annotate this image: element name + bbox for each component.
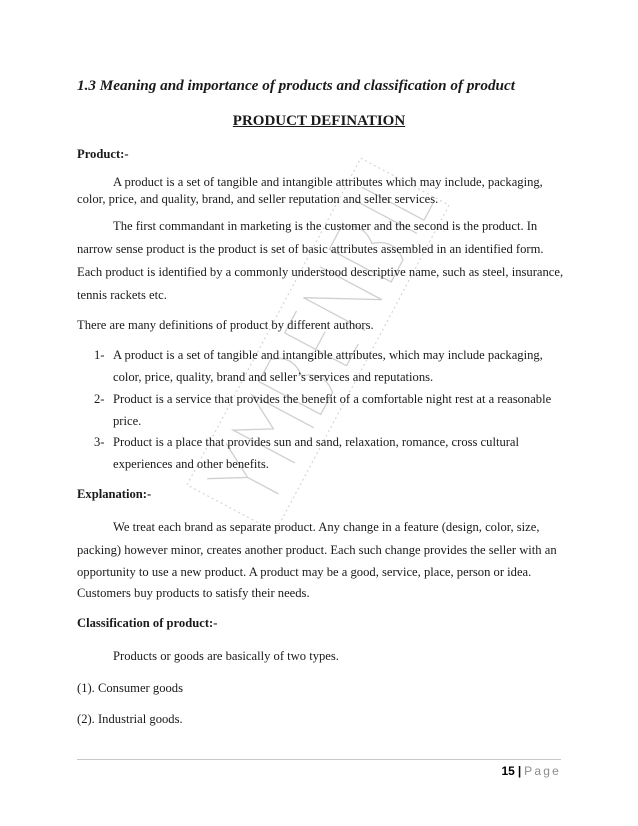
classification-label: Classification of product:- [77, 616, 218, 630]
classification-intro: Products or goods are basically of two types. [113, 649, 339, 663]
type-industrial-goods: (2). Industrial goods. [77, 712, 183, 726]
definition-3-line2: experiences and other benefits. [113, 457, 269, 471]
para1-line2: color, price, and quality, brand, and seller reputation and seller services. [77, 192, 439, 206]
product-label: Product:- [77, 147, 129, 161]
definition-2-marker: 2- [94, 392, 105, 406]
para2-line2: narrow sense product is the product is set of basic attributes assembled in an identified form. [77, 242, 544, 256]
definition-2-line2: price. [113, 414, 142, 428]
definition-1-line1: A product is a set of tangible and intangible attributes, which may include packaging, [113, 348, 543, 362]
page-footer [501, 764, 561, 778]
para2-line3: Each product is identified by a commonly understood descriptive name, such as steel, insurance, [77, 265, 564, 279]
type-consumer-goods: (1). Consumer goods [77, 681, 183, 695]
para2-line1: The first commandant in marketing is the customer and the second is the product. In [113, 219, 538, 233]
footer-separator: | [517, 764, 522, 778]
page-number: 15 [501, 764, 515, 778]
footer-rule [77, 759, 561, 760]
para3-line4: Customers buy products to satisfy their needs. [77, 586, 310, 600]
definition-1-line2: color, price, quality, brand and seller’s services and reputations. [113, 370, 434, 384]
document-subtitle [0, 113, 638, 130]
para2-line4: tennis rackets etc. [77, 288, 167, 302]
definition-3-marker: 3- [94, 435, 105, 449]
section-heading: 1.3 Meaning and importance of products and classification of product [77, 77, 515, 94]
definition-2-line1: Product is a service that provides the benefit of a comfortable night rest at a reasonable [113, 392, 552, 406]
para3-line2: packing) however minor, creates another product. Each such change provides the seller with an [77, 543, 557, 557]
definition-3-line1: Product is a place that provides sun and sand, relaxation, romance, cross cultural [113, 435, 520, 449]
page-word: Page [524, 764, 561, 778]
definition-1-marker: 1- [94, 348, 105, 362]
para3-line1: We treat each brand as separate product. Any change in a feature (design, color, size, [113, 520, 540, 534]
subtitle-text: PRODUCT DEFINATION [232, 113, 406, 129]
para3-line3: opportunity to use a new product. A product may be a good, service, place, person or idea. [77, 565, 532, 579]
para1-line1: A product is a set of tangible and intangible attributes which may include, packaging, [113, 175, 543, 189]
definitions-intro: There are many definitions of product by different authors. [77, 318, 374, 332]
explanation-label: Explanation:- [77, 487, 152, 501]
